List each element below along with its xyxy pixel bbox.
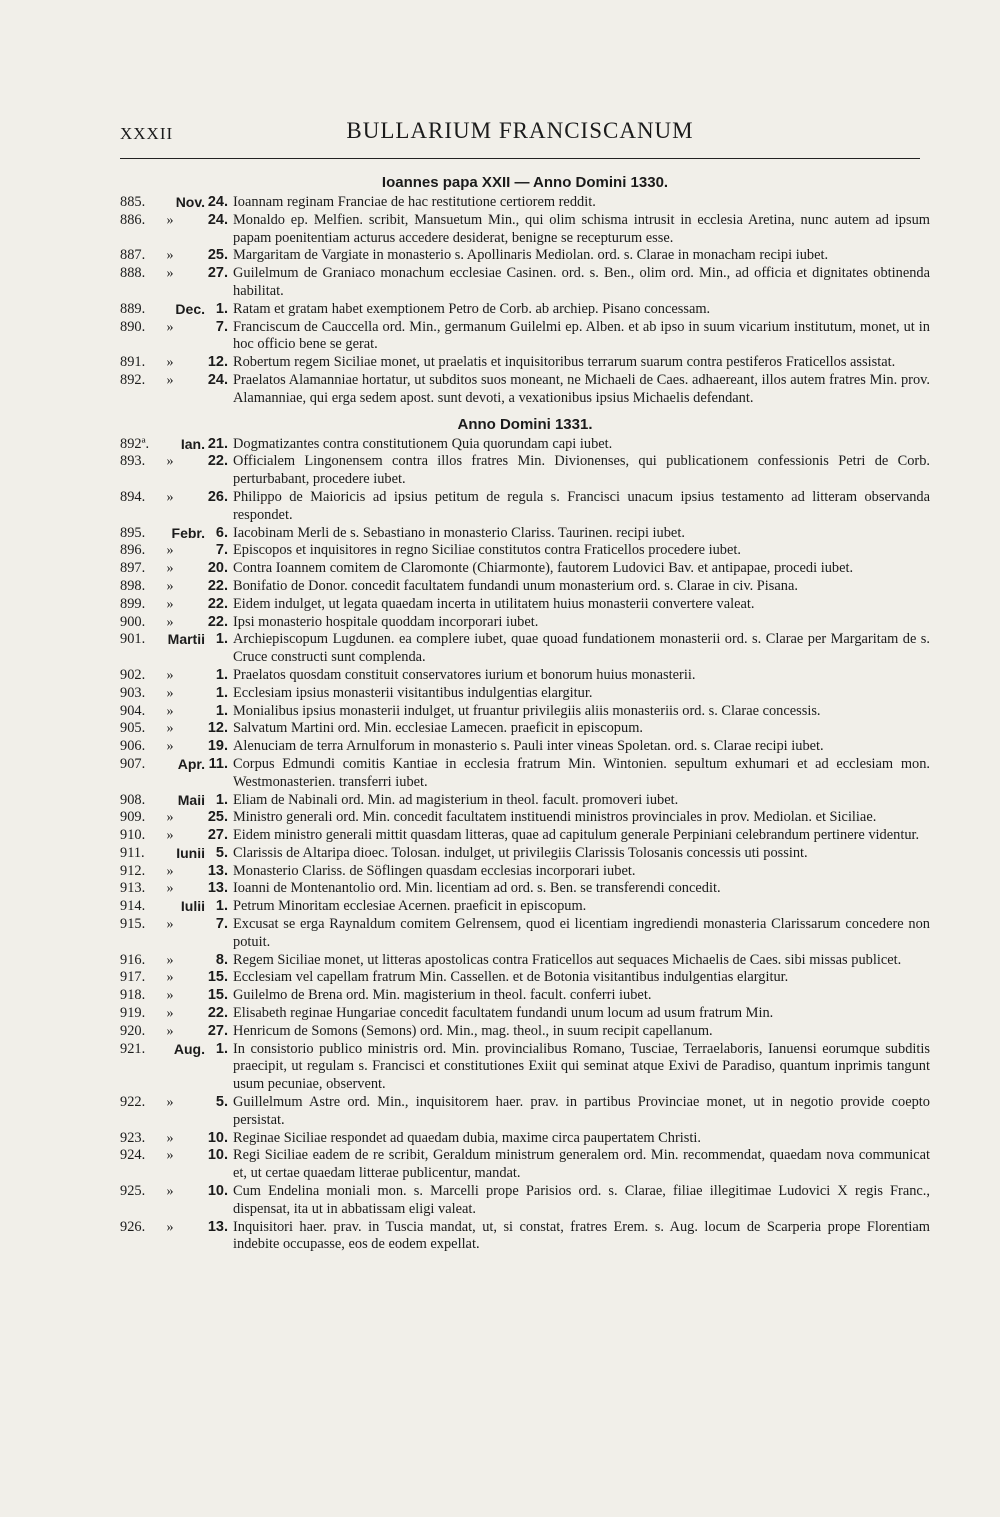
entry-text: Petrum Minoritam ecclesiae Acernen. praeficit in episcopum. [233,898,587,915]
entry-month: » [166,319,174,335]
entry-day: 13. [207,880,228,897]
entry-number: 903. [120,684,146,701]
entry-day: 24. [207,194,228,210]
entry-number: 889. [120,300,146,317]
regest-entry [120,898,930,916]
entry-month: » [166,614,174,630]
entry-month: » [166,970,174,986]
entry-number: 895. [120,524,146,541]
entry-month: » [166,1095,174,1111]
entry-number: 909. [120,809,146,826]
entry-text: Salvatum Martini ord. Min. ecclesiae Lamecen. praeficit in episcopum. [233,720,643,737]
entry-number: 924. [120,1147,146,1164]
entry-text: Monasterio Clariss. de Söflingen quasdam ecclesias incorporari iubet. [233,862,636,879]
entry-day: 25. [207,247,228,264]
regest-entry [120,756,930,792]
regest-entry [120,880,930,898]
regest-entry [120,542,930,560]
entry-number: 920. [120,1022,146,1039]
entry-number: 917. [120,969,146,986]
entry-month: » [166,454,174,470]
entry-month: » [166,667,174,683]
regest-entry [120,631,930,667]
entry-day: 5. [215,1094,228,1111]
entry-text: Clarissis de Altaripa dioec. Tolosan. indulget, ut privilegiis Clarissis Tolosanis concessis uti possint. [233,844,808,861]
entry-text: Reginae Siciliae respondet ad quaedam dubia, maxime circa paupertatem Christi. [233,1129,701,1146]
entry-text: Robertum regem Siciliae monet, ut praelatis et inquisitoribus terrarum suarum contra pestiferos Fraticellos assistat. [233,354,896,371]
regest-entry [120,525,930,543]
entry-day: 11. [208,755,228,772]
entry-month: » [166,739,174,755]
entry-day: 24. [207,211,228,228]
entry-month: Martii [167,631,205,648]
entry-text: Praelatos quosdam constituit conservatores iurium et bonorum huius monasterii. [233,666,696,683]
regest-entry [120,720,930,738]
entry-number: 893. [120,453,146,470]
entry-number: 902. [120,666,146,683]
entry-number: 912. [120,862,146,879]
entry-number: 921. [120,1040,146,1057]
entry-number: 916. [120,951,146,968]
entry-day: 22. [207,1005,228,1022]
entry-number: 887. [120,247,146,264]
entry-month: » [166,952,174,968]
regest-entry [120,952,930,970]
regest-entry [120,596,930,614]
entry-number: 899. [120,595,146,612]
entry-day: 1. [215,666,228,683]
entry-text: Eliam de Nabinali ord. Min. ad magisterium in theol. facult. promoveri iubet. [233,791,679,808]
entry-text: Praelatos Alamanniae hortatur, ut subditos suos moneant, ne Michaeli de Caes. adhaereant, illos autem fratres Min. prov. Alamanniae, qui erga sedem apost. sunt devoti, a vexationibus ipsius Michaelis defendant. [233,371,930,406]
entry-number: 910. [120,827,146,844]
entry-text: Philippo de Maioricis ad ipsius petitum de regula s. Francisci unacum ipsius testamento ad litteram observanda respondet. [233,488,930,523]
regest-entry [120,916,930,952]
entry-number: 896. [120,542,146,559]
regest-entry [120,1183,930,1219]
regest-entry [120,194,930,212]
regest-entry [120,614,930,632]
entry-number: 906. [120,738,146,755]
entry-month: » [166,561,174,577]
regest-entry [120,1147,930,1183]
entry-text: Guillelmum Astre ord. Min., inquisitorem haer. prav. in partibus Provinciae monet, ut in negotio provide coepto persistat. [233,1094,930,1128]
entry-number: 925. [120,1183,146,1200]
section-heading: Anno Domini 1331. [457,415,593,433]
entry-text: Bonifatio de Donor. concedit facultatem fundandi unum monasterium ord. s. Clarae in civ. Pisana. [233,577,798,594]
entry-text: Officialem Lingonensem contra illos fratres Min. Divionenses, qui publicationem confessionis Petri de Corb. perturbabant, procedere iubet. [233,453,930,488]
regest-entry [120,1023,930,1041]
entry-text: Alenuciam de terra Arnulforum in monasterio s. Pauli inter vineas Spoletan. ord. s. Clarae recipi iubet. [233,738,824,755]
regest-entry [120,354,930,372]
entry-number: 918. [120,987,146,1004]
entry-text: Ministro generali ord. Min. concedit facultatem instituendi ministros provinciales in prov. Mediolan. et Siciliae. [233,809,877,826]
entry-number: 888. [120,265,146,282]
entry-month: » [166,863,174,879]
entry-number: 897. [120,560,146,577]
entry-text: Dogmatizantes contra constitutionem Quia quorundam capi iubet. [233,435,613,452]
regest-entry [120,827,930,845]
entry-month: » [166,489,174,505]
entry-day: 15. [207,987,228,1004]
entry-month: » [166,685,174,701]
entry-day: 10. [207,1129,228,1146]
entry-day: 27. [207,827,228,844]
entry-text: In consistorio publico ministris ord. Min. provincialibus Romano, Tusciae, Terraelaboris, Ianuensi eorumque subditis praecipit, ut regulam s. Francisci et constitutiones Exiit qui seminat atque Exivi de Paradiso, quantum inprimis tangunt usum pecuniae, observent. [233,1040,930,1093]
entry-day: 12. [207,720,228,737]
entry-month: » [166,1023,174,1039]
entry-text: Ioanni de Montenantolio ord. Min. licentiam ad ord. s. Ben. se transferendi concedit. [233,880,721,897]
entry-day: 25. [207,809,228,826]
entry-number: 900. [120,613,146,630]
entry-number: 890. [120,318,146,335]
regest-entry [120,792,930,810]
entry-month: » [166,1148,174,1164]
entry-text: Excusat se erga Raynaldum comitem Gelrensem, quod ei licentiam ingrediendi monasteria Clarissarum concedere non potuit. [233,916,930,950]
entry-text: Episcopos et inquisitores in regno Siciliae constitutos contra Fraticellos procedere iubet. [233,542,741,559]
entry-text: Ioannam reginam Franciae de hac restitutione certiorem reddit. [233,194,596,210]
entry-text: Monialibus ipsius monasterii indulget, ut fruantur privilegiis aliis monasteriis ord. s. Clarae concessis. [233,702,821,719]
regest-entry [120,489,930,525]
entry-number: 915. [120,916,146,933]
entry-text: Ratam et gratam habet exemptionem Petro de Corb. ab archiep. Pisano concessam. [233,300,711,317]
entry-day: 10. [207,1183,228,1200]
entry-text: Franciscum de Cauccella ord. Min., germanum Guilelmi ep. Alben. et ab ipso in suum vicarium institutum, monet, ut in hoc officio bene se gerat. [233,318,930,353]
entry-day: 24. [207,371,228,388]
entry-month: » [166,212,174,228]
entry-month: » [166,1219,174,1235]
entry-day: 10. [207,1147,228,1164]
regest-entry [120,453,930,489]
entry-text: Inquisitori haer. prav. in Tuscia mandat, ut, si constat, fratres Erem. s. Aug. locum de Scarperia prope Florentiam indebite occupasse, eos de eodem expellat. [233,1218,930,1253]
entry-month: Maii [177,791,205,808]
page-number: XXXII [120,124,174,143]
entry-month: » [166,266,174,282]
entry-text: Henricum de Somons (Semons) ord. Min., mag. theol., in suum recipit capellanum. [233,1022,713,1039]
entry-month: » [166,372,174,388]
entry-number: 891. [120,354,146,371]
entry-day: 13. [207,1218,228,1235]
entry-number: 905. [120,720,146,737]
entry-day: 6. [215,524,228,541]
entry-number: 913. [120,880,146,897]
entry-number: 919. [120,1005,146,1022]
regesta-list [120,172,930,1254]
entry-day: 1. [215,702,228,719]
regest-entry [120,809,930,827]
regest-entry [120,1041,930,1094]
entry-text: Contra Ioannem comitem de Claromonte (Chiarmonte), fautorem Ludovici Bav. et antipapae, procedi iubet. [233,560,854,577]
entry-day: 1. [215,791,228,808]
entry-text: Regem Siciliae monet, ut litteras apostolicas contra Fraticellos aut sequaces Michaelis de Caes. sibi missas publicet. [233,951,902,968]
entry-number: 901. [120,631,146,648]
entry-month: Febr. [171,524,205,541]
entry-day: 27. [207,1022,228,1039]
entry-number: 885. [120,194,146,210]
entry-text: Regi Siciliae eadem de re scribit, Geraldum ministrum generalem ord. Min. recommendat, quaedam nova communicat et, ut certae quaedam litterae publicentur, mandat. [233,1147,930,1182]
entry-month: » [166,828,174,844]
entry-text: Guilelmo de Brena ord. Min. magisterium in theol. facult. conferri iubet. [233,987,652,1004]
regest-entry [120,845,930,863]
entry-month: » [166,1130,174,1146]
entry-text: Cum Endelina moniali mon. s. Marcelli prope Parisios ord. s. Clarae, filiae illegitimae Ludovici X regis Franc., dispensat, ita ut in abbatissam eligi valeat. [233,1183,930,1217]
entry-number: 914. [120,898,146,915]
entry-number: 892. [120,371,146,388]
regest-entry [120,319,930,355]
regest-entry [120,560,930,578]
regest-entry [120,372,930,408]
entry-text: Iacobinam Merli de s. Sebastiano in monasterio Clariss. Taurinen. recipi iubet. [233,524,685,541]
regest-entry [120,436,930,454]
entry-month: » [166,881,174,897]
header-rule [120,158,920,159]
entry-month: Ian. [180,435,205,452]
entry-number: 898. [120,577,146,594]
entry-month: » [166,596,174,612]
regest-entry [120,703,930,721]
entry-day: 26. [207,488,228,505]
entry-day: 1. [215,898,228,915]
entry-day: 20. [207,560,228,577]
entry-month: Aug. [173,1040,205,1057]
entry-day: 13. [207,862,228,879]
regest-entry [120,685,930,703]
entry-month: Iulii [180,898,205,915]
entry-month: » [166,1006,174,1022]
entry-number: 923. [120,1129,146,1146]
entry-text: Corpus Edmundi comitis Kantiae in ecclesia fratrum Min. Wintonien. sepultum exhumari et ad ecclesiam mon. Westmonasterien. transferri iubet. [233,755,930,790]
entry-number: 922. [120,1094,146,1111]
regest-entry [120,667,930,685]
entry-text: Archiepiscopum Lugdunen. ea complere iubet, quae quoad fundationem monasterii ord. s. Clarae per Margaritam de s. Cruce constructi sunt complenda. [233,631,930,666]
entry-month: » [166,721,174,737]
entry-month: » [166,917,174,933]
regest-entry [120,578,930,596]
entry-text: Eidem ministro generali mittit quasdam litteras, quae ad capitulum generale Perpiniani celebrandum pertinere videntur. [233,827,920,844]
entry-text: Ecclesiam vel capellam fratrum Min. Cassellen. et de Botonia visitantibus indulgentias elargitur. [233,969,789,986]
entry-number: 926. [120,1218,146,1235]
entry-month: Dec. [175,300,205,317]
regest-entry [120,1094,930,1130]
entry-day: 7. [215,542,228,559]
regest-entry [120,987,930,1005]
entry-day: 1. [215,631,228,648]
entry-day: 27. [207,265,228,282]
entry-text: Elisabeth reginae Hungariae concedit facultatem fundandi unum locum ad usum fratrum Min. [233,1005,774,1022]
entry-month: » [166,355,174,371]
entry-day: 22. [207,595,228,612]
entry-day: 22. [207,613,228,630]
entry-month: Iunii [176,844,205,861]
entry-day: 22. [207,577,228,594]
entry-month: » [166,703,174,719]
entry-number: 894. [120,488,146,505]
entry-text: Guilelmum de Graniaco monachum ecclesiae Casinen. ord. s. Ben., olim ord. Min., ad officia et dignitates obtinenda habilitat. [233,265,930,299]
regest-entry [120,969,930,987]
section-heading: Ioannes papa XXII — Anno Domini 1330. [381,174,669,191]
entry-day: 8. [215,951,228,968]
entry-number: 886. [120,211,146,228]
regest-entry [120,301,930,319]
regest-entry [120,212,930,248]
entry-number: 911. [120,844,145,861]
running-title: BULLARIUM FRANCISCANUM [346,118,694,143]
entry-text: Eidem indulget, ut legata quaedam incerta in utilitatem huius monasterii convertere valeat. [233,595,755,612]
entry-number: 904. [120,702,146,719]
entry-day: 7. [215,318,228,335]
regest-entry [120,1005,930,1023]
regest-entry [120,863,930,881]
regest-entry [120,1130,930,1148]
entry-text: Ipsi monasterio hospitale quoddam incorporari iubet. [233,613,539,630]
regest-entry [120,247,930,265]
running-head [120,118,920,148]
entry-month: » [166,543,174,559]
entry-day: 15. [207,969,228,986]
entry-month: » [166,248,174,264]
regest-entry [120,265,930,301]
entry-month: Apr. [177,755,205,772]
entry-day: 1. [215,1040,228,1057]
entry-day: 21. [207,435,228,452]
entry-day: 1. [215,300,228,317]
entry-month: » [166,810,174,826]
entry-day: 19. [207,738,228,755]
entry-number: 907. [120,755,146,772]
entry-number: 892ª. [120,435,150,452]
entry-text: Ecclesiam ipsius monasterii visitantibus indulgentias elargitur. [233,684,593,701]
entry-month: » [166,578,174,594]
entry-number: 908. [120,791,146,808]
regest-entry [120,738,930,756]
entry-day: 1. [215,684,228,701]
entry-day: 12. [207,354,228,371]
entry-day: 7. [215,916,228,933]
entry-month: » [166,988,174,1004]
entry-month: » [166,1184,174,1200]
entry-text: Margaritam de Vargiate in monasterio s. Apollinaris Mediolan. ord. s. Clarae in monacham recipi iubet. [233,247,829,264]
entry-month: Nov. [175,194,205,210]
entry-text: Monaldo ep. Melfien. scribit, Mansuetum Min., qui olim schisma intrusit in ecclesia Aretina, nunc autem ad ipsum papam poenitentiam acturus accedere desiderat, benigne se recepturum esse. [233,211,930,246]
regest-entry [120,1219,930,1255]
entry-day: 22. [207,453,228,470]
entry-day: 5. [215,844,228,861]
